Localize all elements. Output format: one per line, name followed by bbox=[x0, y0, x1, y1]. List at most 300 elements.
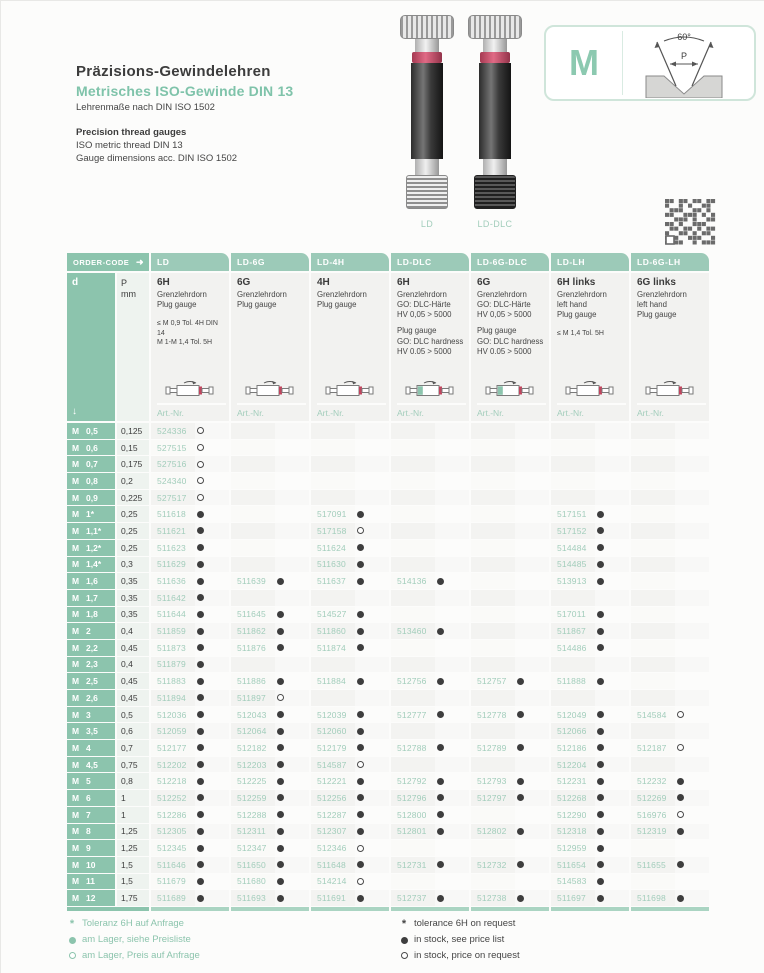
art-number: 512225 bbox=[237, 776, 267, 787]
row-thread-size-cell bbox=[67, 890, 115, 906]
row-thread-size-cell bbox=[67, 490, 115, 506]
stock-filled-dot-icon bbox=[197, 711, 204, 718]
art-number-cell bbox=[231, 707, 309, 723]
art-number: 512269 bbox=[637, 792, 667, 803]
column-header-ld-6g-lh bbox=[631, 273, 709, 421]
art-number: 511637 bbox=[317, 576, 346, 587]
art-number: 511636 bbox=[157, 576, 186, 587]
art-number-cell bbox=[231, 673, 309, 689]
table-row bbox=[67, 423, 715, 439]
art-number: 511860 bbox=[317, 626, 346, 637]
art-number-cell bbox=[471, 740, 549, 756]
art-number: 511862 bbox=[237, 626, 266, 637]
row-pitch-cell: 1,25 bbox=[117, 824, 149, 840]
art-number-cell bbox=[631, 690, 709, 706]
header-description-line: Plug gauge bbox=[237, 300, 277, 310]
legend-item bbox=[67, 935, 200, 945]
row-thread-size-cell bbox=[67, 557, 115, 573]
art-number-cell bbox=[471, 506, 549, 522]
table-row bbox=[67, 673, 715, 689]
row-pitch-cell: 0,225 bbox=[117, 490, 149, 506]
header-description-line: left hand bbox=[637, 300, 667, 310]
thread-size-value: 1* bbox=[86, 509, 95, 520]
legend-text: tolerance 6H on request bbox=[414, 917, 516, 929]
stock-open-dot-icon bbox=[357, 878, 364, 885]
art-number-cell bbox=[311, 490, 389, 506]
thread-size-value: 1,6 bbox=[86, 576, 98, 587]
art-number: 511884 bbox=[317, 676, 346, 687]
art-number-cell bbox=[231, 640, 309, 656]
row-thread-size-cell bbox=[67, 590, 115, 606]
art-number-cell bbox=[551, 440, 629, 456]
thread-size-value: 8 bbox=[86, 826, 91, 837]
stock-filled-dot-icon bbox=[197, 861, 204, 868]
legend-item bbox=[399, 935, 520, 945]
art-number-cell bbox=[151, 707, 229, 723]
art-number: 512256 bbox=[317, 792, 347, 803]
stock-filled-dot-icon bbox=[597, 628, 604, 635]
table-row bbox=[67, 523, 715, 539]
art-number-cell bbox=[151, 540, 229, 556]
art-number: 511698 bbox=[637, 893, 666, 904]
row-thread-size-cell bbox=[67, 657, 115, 673]
art-number-cell bbox=[631, 573, 709, 589]
art-number-cell bbox=[311, 840, 389, 856]
art-number-cell bbox=[151, 874, 229, 890]
thread-size-value: 3,5 bbox=[86, 726, 98, 737]
stock-filled-dot-icon bbox=[437, 895, 444, 902]
art-number-cell bbox=[471, 456, 549, 472]
art-number-cell bbox=[231, 590, 309, 606]
thread-m-prefix: M bbox=[72, 843, 80, 854]
stock-filled-dot-icon bbox=[357, 728, 364, 735]
table-row bbox=[67, 707, 715, 723]
stock-filled-dot-icon bbox=[437, 744, 444, 751]
art-number: 517158 bbox=[317, 525, 347, 536]
plug-gauge-icon bbox=[477, 380, 546, 403]
thread-m-prefix: M bbox=[72, 659, 80, 670]
stock-filled-dot-icon bbox=[277, 728, 284, 735]
row-pitch-cell: 0,25 bbox=[117, 506, 149, 522]
art-number: 512049 bbox=[557, 709, 587, 720]
thread-size-value: 1,2* bbox=[86, 542, 102, 553]
stock-filled-dot-icon bbox=[197, 828, 204, 835]
art-number: 511624 bbox=[317, 542, 346, 553]
art-number-cell bbox=[631, 557, 709, 573]
art-number: 512801 bbox=[397, 826, 427, 837]
art-number-cell bbox=[231, 757, 309, 773]
art-number-cell bbox=[471, 807, 549, 823]
art-number-cell bbox=[391, 890, 469, 906]
table-row bbox=[67, 890, 715, 906]
art-number-cell bbox=[471, 890, 549, 906]
table-row bbox=[67, 473, 715, 489]
art-number-cell bbox=[631, 640, 709, 656]
art-number: 511642 bbox=[157, 592, 186, 603]
art-number-cell bbox=[631, 607, 709, 623]
art-nr-label: Art.-Nr. bbox=[557, 403, 626, 421]
header-notes bbox=[557, 329, 626, 338]
art-number: 514486 bbox=[557, 642, 587, 653]
row-thread-size-cell bbox=[67, 807, 115, 823]
header-description-line: HV 0,05 > 5000 bbox=[397, 310, 452, 320]
art-number: 511874 bbox=[317, 642, 346, 653]
order-code-chip bbox=[67, 253, 149, 271]
art-number-cell bbox=[231, 840, 309, 856]
table-row bbox=[67, 807, 715, 823]
art-number-cell bbox=[471, 423, 549, 439]
art-number: 517151 bbox=[557, 509, 587, 520]
stock-filled-dot-icon bbox=[357, 544, 364, 551]
stock-filled-dot-icon bbox=[357, 678, 364, 685]
art-number: 512203 bbox=[237, 759, 267, 770]
row-thread-size-cell bbox=[67, 790, 115, 806]
art-number-cell bbox=[391, 573, 469, 589]
art-number-cell bbox=[631, 456, 709, 472]
art-number: 512738 bbox=[477, 893, 507, 904]
art-number-cell bbox=[551, 523, 629, 539]
table-row bbox=[67, 557, 715, 573]
row-thread-size-cell bbox=[67, 607, 115, 623]
art-number-cell bbox=[391, 557, 469, 573]
stock-filled-dot-icon bbox=[677, 778, 684, 785]
art-number-cell bbox=[311, 807, 389, 823]
table-row bbox=[67, 840, 715, 856]
art-number-cell bbox=[631, 490, 709, 506]
art-number-cell bbox=[471, 757, 549, 773]
thread-m-prefix: M bbox=[72, 626, 80, 637]
thread-size-value: 3 bbox=[86, 709, 91, 720]
art-number-cell bbox=[151, 690, 229, 706]
art-number-cell bbox=[471, 490, 549, 506]
art-number-cell bbox=[471, 473, 549, 489]
art-number-cell bbox=[391, 456, 469, 472]
table-row bbox=[67, 540, 715, 556]
art-number-cell bbox=[151, 807, 229, 823]
table-row bbox=[67, 723, 715, 739]
art-number-cell bbox=[631, 807, 709, 823]
art-number: 512757 bbox=[477, 676, 507, 687]
art-number-cell bbox=[551, 423, 629, 439]
art-number: 511650 bbox=[237, 859, 266, 870]
tolerance-class-label: 6H bbox=[157, 277, 170, 288]
stock-filled-dot-icon bbox=[197, 895, 204, 902]
legend-item bbox=[399, 951, 520, 961]
art-number-cell bbox=[391, 473, 469, 489]
stock-filled-dot-icon bbox=[437, 828, 444, 835]
art-number: 512039 bbox=[317, 709, 347, 720]
art-number-cell bbox=[311, 690, 389, 706]
column-chips-row bbox=[67, 253, 715, 271]
art-number: 517152 bbox=[557, 525, 587, 536]
column-chip-ld-4h: LD-4H bbox=[311, 253, 389, 271]
art-number: 512792 bbox=[397, 776, 427, 787]
stock-filled-dot-icon bbox=[517, 778, 524, 785]
stock-filled-dot-icon bbox=[597, 578, 604, 585]
art-number-cell bbox=[551, 773, 629, 789]
art-number-cell bbox=[391, 740, 469, 756]
row-pitch-cell: 1,25 bbox=[117, 840, 149, 856]
stock-filled-dot-icon bbox=[677, 895, 684, 902]
thread-m-prefix: M bbox=[72, 809, 80, 820]
art-number-cell bbox=[231, 723, 309, 739]
art-number-cell bbox=[151, 590, 229, 606]
art-number-cell bbox=[311, 590, 389, 606]
row-pitch-cell: 0,35 bbox=[117, 573, 149, 589]
header-description-line: HV 0,05 > 5000 bbox=[477, 310, 532, 320]
stock-filled-dot-icon bbox=[277, 578, 284, 585]
stock-filled-dot-icon bbox=[597, 761, 604, 768]
art-number-cell bbox=[231, 874, 309, 890]
page-title: Präzisions-Gewindelehren bbox=[76, 63, 271, 80]
row-thread-size-cell bbox=[67, 573, 115, 589]
thread-size-value: 1,1* bbox=[86, 525, 102, 536]
art-number-cell bbox=[391, 640, 469, 656]
row-thread-size-cell bbox=[67, 456, 115, 472]
art-number-cell bbox=[231, 523, 309, 539]
art-number-cell bbox=[631, 773, 709, 789]
row-pitch-cell: 0,25 bbox=[117, 523, 149, 539]
stock-filled-dot-icon bbox=[597, 644, 604, 651]
column-chip-ld-6g: LD-6G bbox=[231, 253, 309, 271]
art-number: 512756 bbox=[397, 676, 427, 687]
plug-gauge-icon bbox=[557, 380, 626, 403]
art-number: 512311 bbox=[237, 826, 266, 837]
art-number-cell bbox=[311, 773, 389, 789]
thread-size-value: 0,8 bbox=[86, 475, 98, 486]
stock-filled-dot-icon bbox=[277, 628, 284, 635]
art-number-cell bbox=[471, 573, 549, 589]
stock-filled-dot-icon bbox=[517, 861, 524, 868]
art-number-cell bbox=[471, 657, 549, 673]
art-number-cell bbox=[631, 590, 709, 606]
legend-marker-filled bbox=[399, 937, 409, 944]
bottom-bar-d bbox=[67, 907, 149, 911]
art-number-cell bbox=[231, 890, 309, 906]
row-pitch-cell: 0,125 bbox=[117, 423, 149, 439]
art-number-cell bbox=[151, 623, 229, 639]
header-description-line: GO: DLC hardness bbox=[397, 336, 464, 346]
row-pitch-cell: 0,2 bbox=[117, 473, 149, 489]
art-number-cell bbox=[631, 540, 709, 556]
stock-open-dot-icon bbox=[197, 477, 204, 484]
thread-type-badge bbox=[544, 25, 756, 101]
stock-filled-dot-icon bbox=[437, 678, 444, 685]
header-description-line: Plug gauge bbox=[317, 300, 357, 310]
art-number-cell bbox=[471, 540, 549, 556]
bottom-bar-ld-4h bbox=[311, 907, 389, 911]
art-number-cell bbox=[551, 473, 629, 489]
art-number-cell bbox=[151, 473, 229, 489]
art-number-cell bbox=[551, 790, 629, 806]
thread-m-prefix: M bbox=[72, 876, 80, 887]
art-number-cell bbox=[231, 607, 309, 623]
art-number: 512186 bbox=[557, 742, 587, 753]
art-number-cell bbox=[551, 707, 629, 723]
art-number-cell bbox=[151, 640, 229, 656]
art-number: 514587 bbox=[317, 759, 347, 770]
art-number-cell bbox=[151, 423, 229, 439]
page-note-de: Lehrenmaße nach DIN ISO 1502 bbox=[76, 102, 215, 113]
art-number: 511654 bbox=[557, 859, 586, 870]
art-number-cell bbox=[551, 673, 629, 689]
header-description-line: GO: DLC-Härte bbox=[397, 300, 451, 310]
art-number-cell bbox=[231, 773, 309, 789]
art-number: 511645 bbox=[237, 609, 266, 620]
art-number: 512307 bbox=[317, 826, 347, 837]
stock-filled-dot-icon bbox=[277, 744, 284, 751]
art-number-cell bbox=[391, 423, 469, 439]
art-number-cell bbox=[151, 440, 229, 456]
table-rows bbox=[67, 423, 715, 906]
stock-filled-dot-icon bbox=[357, 861, 364, 868]
art-number: 511623 bbox=[157, 542, 186, 553]
art-number-cell bbox=[151, 890, 229, 906]
product-photos bbox=[395, 15, 527, 229]
art-number-cell bbox=[391, 607, 469, 623]
metric-m-letter: M bbox=[569, 42, 599, 83]
art-number-cell bbox=[631, 840, 709, 856]
thread-m-prefix: M bbox=[72, 425, 80, 436]
stock-filled-dot-icon bbox=[517, 895, 524, 902]
art-number: 511679 bbox=[157, 876, 186, 887]
page-note-en: Gauge dimensions acc. DIN ISO 1502 bbox=[76, 153, 238, 164]
art-number: 514485 bbox=[557, 559, 587, 570]
stock-filled-dot-icon bbox=[437, 861, 444, 868]
thread-size-value: 10 bbox=[86, 859, 96, 870]
thread-size-value: 0,7 bbox=[86, 459, 98, 470]
art-number-cell bbox=[631, 723, 709, 739]
art-number-cell bbox=[471, 790, 549, 806]
row-thread-size-cell bbox=[67, 623, 115, 639]
art-number: 511621 bbox=[157, 525, 186, 536]
art-number-cell bbox=[471, 874, 549, 890]
art-number-cell bbox=[311, 657, 389, 673]
art-number: 511629 bbox=[157, 559, 186, 570]
art-number: 512232 bbox=[637, 776, 667, 787]
art-number: 511697 bbox=[557, 893, 586, 904]
legend-item bbox=[399, 918, 520, 930]
art-number-cell bbox=[311, 623, 389, 639]
stock-filled-dot-icon bbox=[357, 778, 364, 785]
legend-text: in stock, price on request bbox=[414, 949, 520, 961]
legend-marker-asterisk: * bbox=[69, 918, 75, 930]
row-thread-size-cell bbox=[67, 640, 115, 656]
art-number: 511646 bbox=[157, 859, 186, 870]
art-number-cell bbox=[631, 790, 709, 806]
stock-filled-dot-icon bbox=[597, 527, 604, 534]
art-number-cell bbox=[631, 657, 709, 673]
art-number-cell bbox=[391, 690, 469, 706]
stock-filled-dot-icon bbox=[197, 611, 204, 618]
row-thread-size-cell bbox=[67, 874, 115, 890]
art-number: 511618 bbox=[157, 509, 186, 520]
column-header-ld-6g bbox=[231, 273, 309, 421]
stock-filled-dot-icon bbox=[357, 828, 364, 835]
header-note-line: M 1-M 1,4 Tol. 5H bbox=[157, 339, 213, 347]
row-pitch-cell: 1 bbox=[117, 807, 149, 823]
p-unit: mm bbox=[121, 289, 136, 300]
row-pitch-cell: 0,45 bbox=[117, 640, 149, 656]
tolerance-class-label: 4H bbox=[317, 277, 330, 288]
art-number: 512778 bbox=[477, 709, 507, 720]
art-number-cell bbox=[151, 757, 229, 773]
thread-size-value: 1,7 bbox=[86, 592, 98, 603]
thread-m-prefix: M bbox=[72, 442, 80, 453]
art-nr-label: Art.-Nr. bbox=[237, 403, 306, 421]
row-pitch-cell: 1 bbox=[117, 790, 149, 806]
art-number: 512789 bbox=[477, 742, 507, 753]
art-number-cell bbox=[231, 573, 309, 589]
header-description-line: HV 0.05 > 5000 bbox=[397, 346, 452, 356]
stock-open-dot-icon bbox=[197, 444, 204, 451]
stock-filled-dot-icon bbox=[357, 561, 364, 568]
art-nr-label: Art.-Nr. bbox=[477, 403, 546, 421]
art-number-cell bbox=[391, 824, 469, 840]
art-number: 511867 bbox=[557, 626, 586, 637]
art-number-cell bbox=[311, 607, 389, 623]
stock-filled-dot-icon bbox=[437, 794, 444, 801]
stock-filled-dot-icon bbox=[597, 711, 604, 718]
stock-filled-dot-icon bbox=[197, 561, 204, 568]
art-number-cell bbox=[391, 490, 469, 506]
row-thread-size-cell bbox=[67, 757, 115, 773]
column-header-ld-4h bbox=[311, 273, 389, 421]
art-number: 512290 bbox=[557, 809, 587, 820]
art-number: 512177 bbox=[157, 742, 187, 753]
art-number-cell bbox=[311, 707, 389, 723]
legend-marker-open bbox=[67, 952, 77, 959]
table-row bbox=[67, 790, 715, 806]
thread-m-prefix: M bbox=[72, 859, 80, 870]
art-number-cell bbox=[391, 540, 469, 556]
art-number: 512793 bbox=[477, 776, 507, 787]
art-number-cell bbox=[551, 640, 629, 656]
stock-filled-dot-icon bbox=[677, 828, 684, 835]
stock-filled-dot-icon bbox=[277, 794, 284, 801]
art-number-cell bbox=[151, 523, 229, 539]
table-row bbox=[67, 490, 715, 506]
legend-text: am Lager, Preis auf Anfrage bbox=[82, 949, 200, 961]
art-number: 511648 bbox=[317, 859, 346, 870]
header-description-line: GO: DLC hardness bbox=[477, 336, 544, 346]
thread-size-value: 9 bbox=[86, 843, 91, 854]
bottom-bar-ld-dlc bbox=[391, 907, 469, 911]
row-pitch-cell: 0,45 bbox=[117, 673, 149, 689]
art-number-cell bbox=[151, 657, 229, 673]
stock-filled-dot-icon bbox=[597, 611, 604, 618]
art-number-cell bbox=[471, 557, 549, 573]
art-number: 527515 bbox=[157, 442, 187, 453]
thread-size-value: 4,5 bbox=[86, 759, 98, 770]
art-number-cell bbox=[551, 540, 629, 556]
stock-filled-dot-icon bbox=[277, 861, 284, 868]
row-thread-size-cell bbox=[67, 690, 115, 706]
bottom-bar-ld bbox=[151, 907, 229, 911]
gauge-thread-plug-dlc bbox=[474, 175, 516, 209]
angle-label: 60° bbox=[676, 32, 691, 42]
art-number-cell bbox=[151, 790, 229, 806]
stock-open-dot-icon bbox=[197, 427, 204, 434]
thread-m-prefix: M bbox=[72, 893, 80, 904]
stock-filled-dot-icon bbox=[277, 711, 284, 718]
plug-gauge-icon bbox=[317, 380, 386, 403]
stock-filled-dot-icon bbox=[597, 511, 604, 518]
art-number-cell bbox=[471, 723, 549, 739]
tolerance-class-label: 6G links bbox=[637, 277, 676, 288]
tolerance-class-label: 6H bbox=[397, 277, 410, 288]
thread-m-prefix: M bbox=[72, 559, 80, 570]
